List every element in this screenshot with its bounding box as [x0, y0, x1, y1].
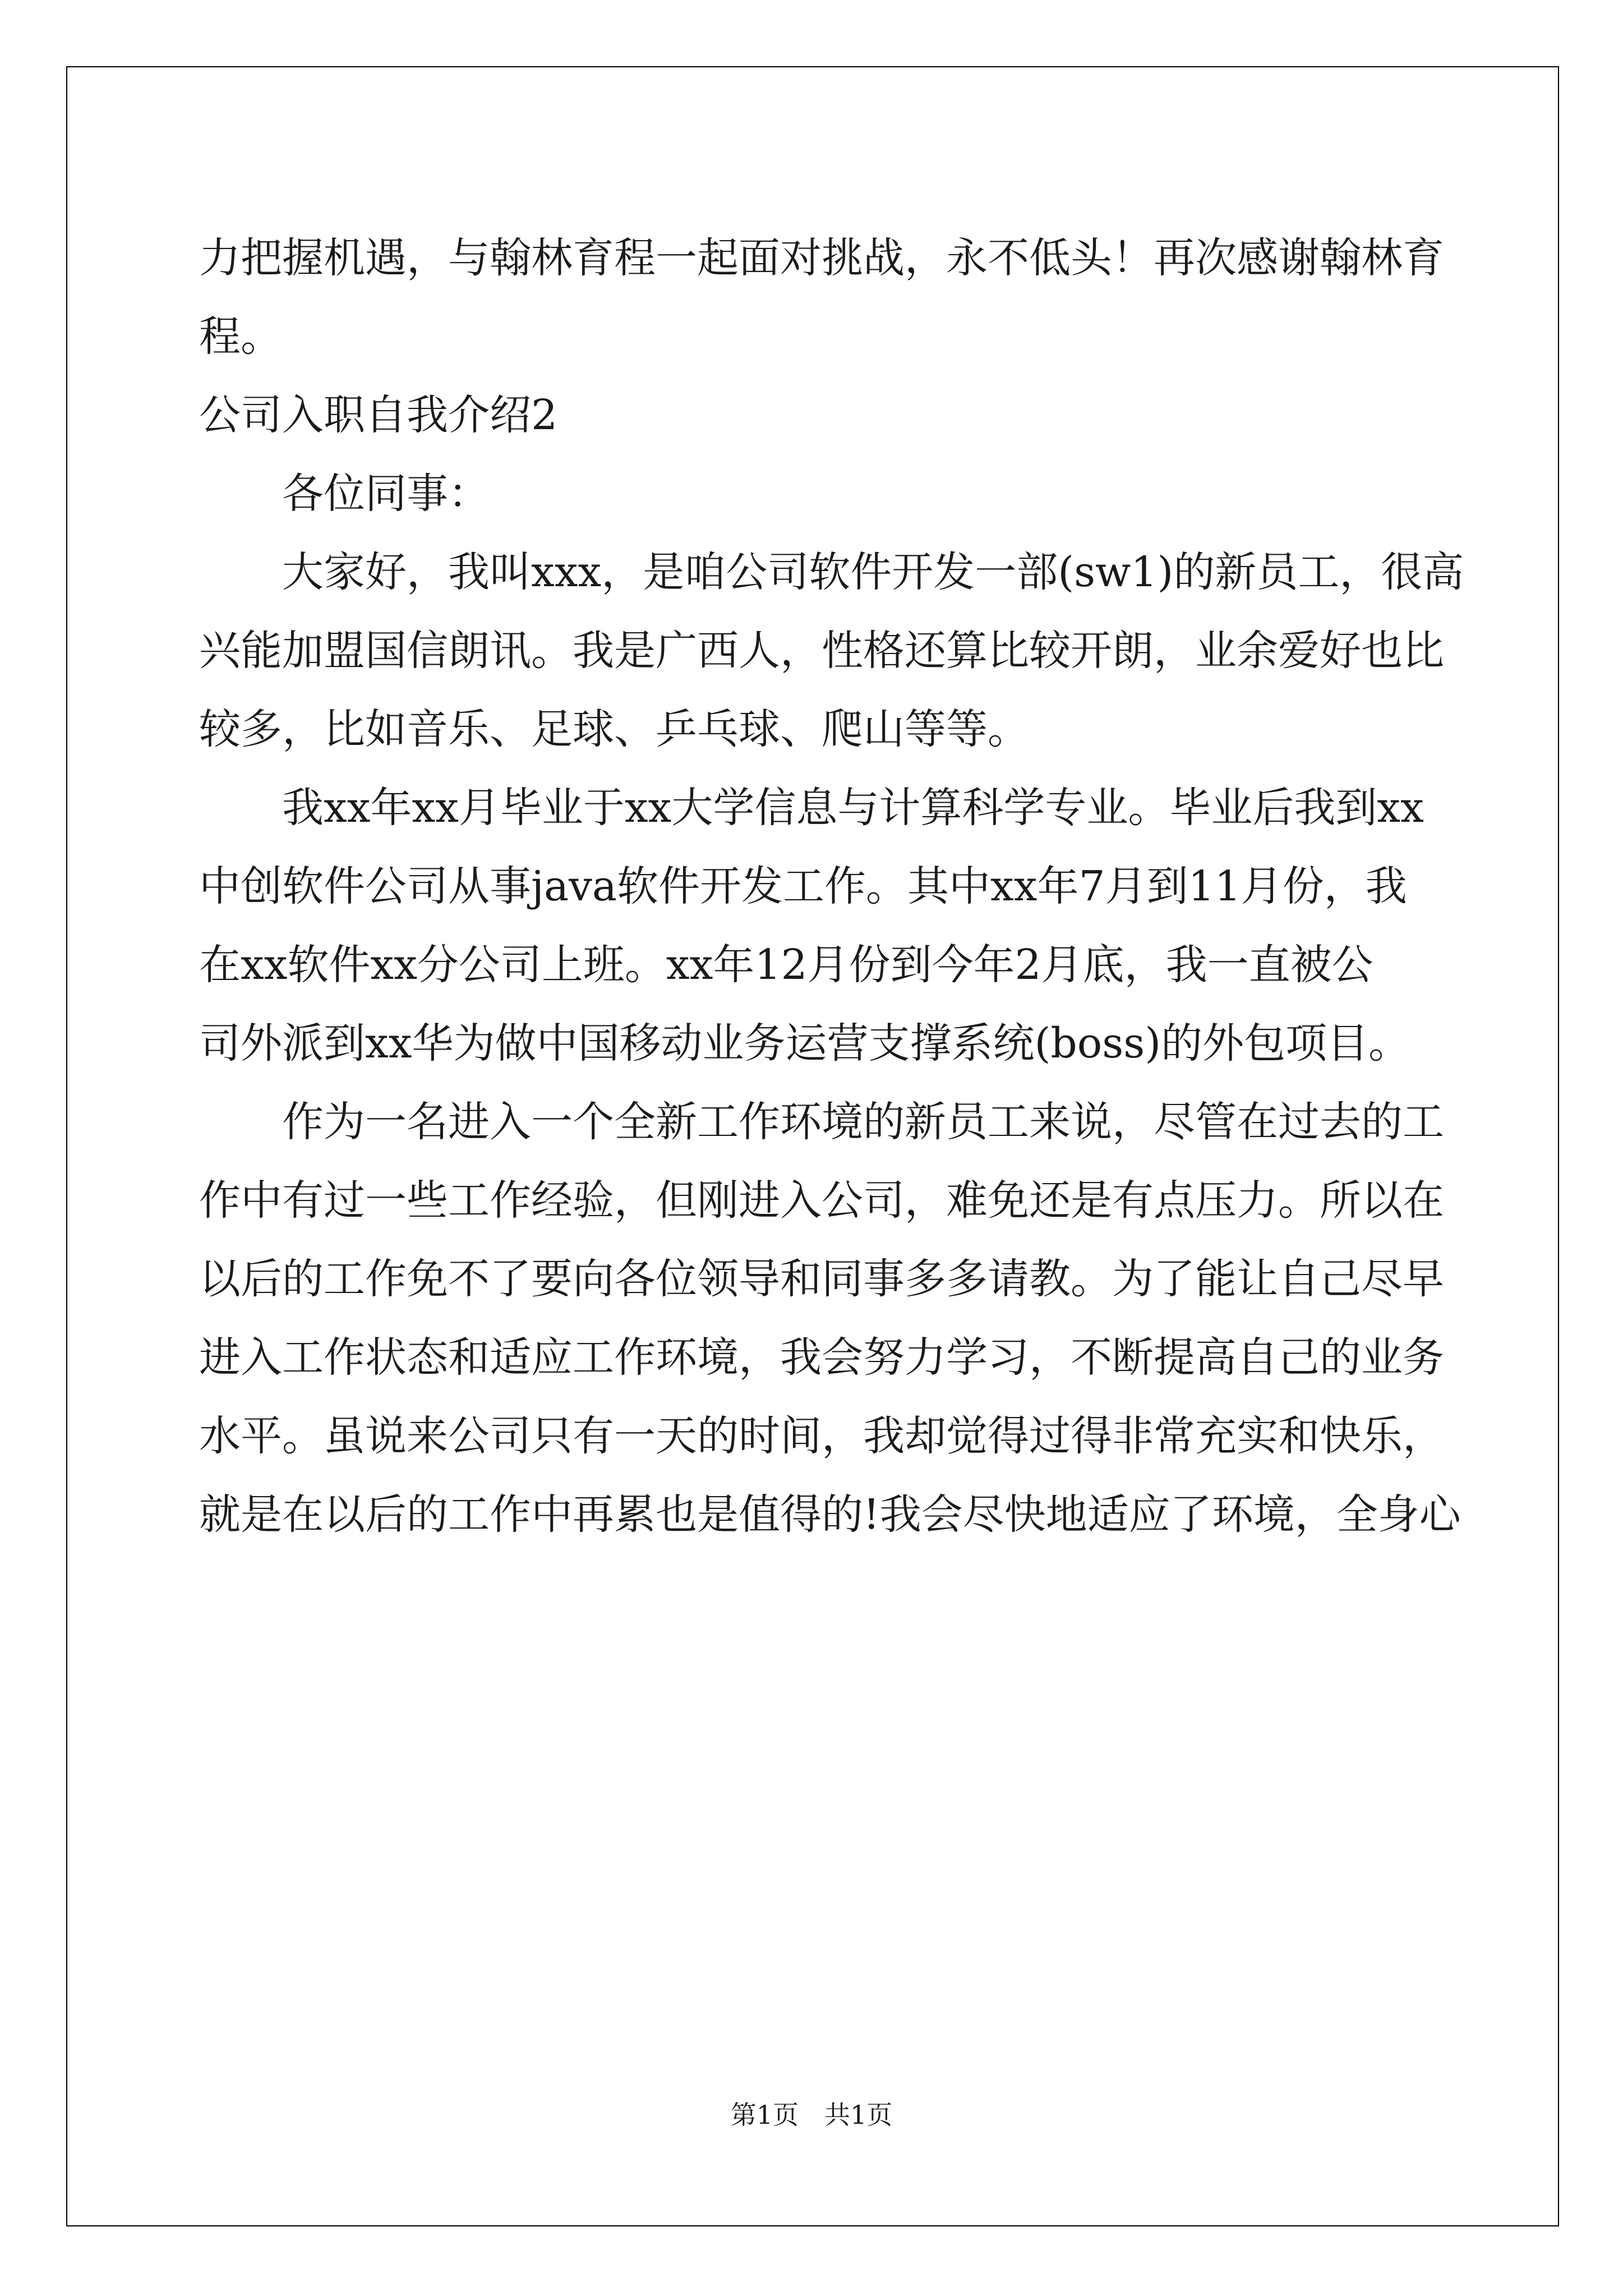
- text-line: 大家好，我叫xxx，是咱公司软件开发一部(sw1)的新员工，很高: [199, 548, 1464, 596]
- text-line: 作为一名进入一个全新工作环境的新员工来说，尽管在过去的工: [199, 1098, 1444, 1146]
- text-line: 中创软件公司从事java软件开发工作。其中xx年7月到11月份，我: [199, 862, 1407, 910]
- document-body: [199, 219, 1464, 1554]
- text-line: 力把握机遇，与翰林育程一起面对挑战，永不低头！再次感谢翰林育: [199, 234, 1444, 282]
- text-line: 我xx年xx月毕业于xx大学信息与计算科学专业。毕业后我到xx: [199, 784, 1424, 832]
- text-line: 程。: [199, 312, 282, 361]
- section-heading: 公司入职自我介绍2: [199, 391, 558, 439]
- text-line: 作中有过一些工作经验，但刚进入公司，难免还是有点压力。所以在: [199, 1176, 1444, 1225]
- text-line: 水平。虽说来公司只有一天的时间，我却觉得过得非常充实和快乐，: [199, 1412, 1444, 1460]
- text-line: 就是在以后的工作中再累也是值得的!我会尽快地适应了环境，全身心: [199, 1490, 1461, 1539]
- text-line: 较多，比如音乐、足球、乒乓球、爬山等等。: [199, 705, 1029, 753]
- text-line: 司外派到xx华为做中国移动业务运营支撑系统(boss)的外包项目。: [199, 1019, 1410, 1068]
- salutation: 各位同事：: [199, 470, 490, 518]
- page-number-footer: 第1页 共1页: [730, 2100, 893, 2130]
- text-line: 以后的工作免不了要向各位领导和同事多多请教。为了能让自己尽早: [199, 1255, 1444, 1303]
- text-line: 在xx软件xx分公司上班。xx年12月份到今年2月底，我一直被公: [199, 941, 1373, 989]
- text-line: 兴能加盟国信朗讯。我是广西人，性格还算比较开朗，业余爱好也比: [199, 627, 1444, 675]
- text-line: 进入工作状态和适应工作环境，我会努力学习，不断提高自己的业务: [199, 1333, 1444, 1382]
